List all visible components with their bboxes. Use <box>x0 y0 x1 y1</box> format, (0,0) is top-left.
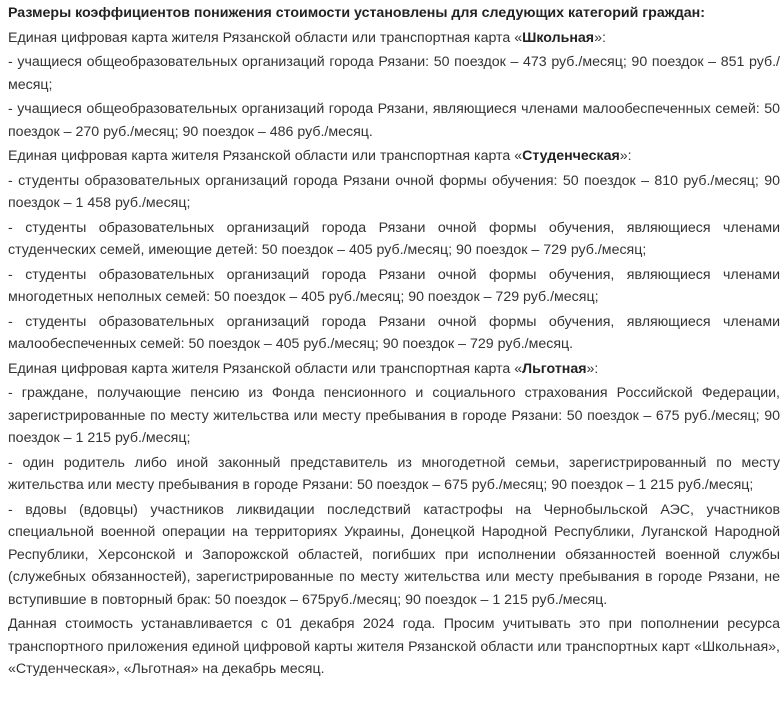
card-name-student: Студенческая <box>522 148 620 164</box>
list-item: - студенты образовательных организаций города Рязани очной формы обучения, являющиеся членами малообеспеченных семей: 50 поездок – 405 руб./месяц; 90 поездок – 729 руб./месяц. <box>8 313 780 352</box>
card-prefix: Единая цифровая карта жителя Рязанской области или транспортная карта « <box>8 360 523 377</box>
footer-note: Данная стоимость устанавливается с 01 декабря 2024 года. Просим учитывать это при пополнении ресурса транспортного приложения единой цифровой карты жителя Рязанской области или транспортных карт «Школьная», «Студенческая», «Льготная» на декабрь месяц. <box>8 616 780 677</box>
card-name-benefit: Льготная <box>522 360 587 377</box>
card-suffix: »: <box>594 29 606 46</box>
card-prefix: Единая цифровая карта жителя Рязанской области или транспортная карта « <box>8 29 523 46</box>
card-suffix: »: <box>619 148 632 164</box>
list-item: - граждане, получающие пенсию из Фонда пенсионного и социального страхования Российской Федерации, зарегистрированные по месту жительства или месту пребывания в городе Рязани: 50 поездок – 675 руб./месяц; 90 поездок – 1 215 руб./месяц; <box>8 385 780 446</box>
list-item: - учащиеся общеобразовательных организаций города Рязани: 50 поездок – 473 руб./месяц; 90 поездок – 851 руб./месяц; <box>8 54 780 93</box>
document-heading: Размеры коэффициентов понижения стоимости установлены для следующих категорий граждан: <box>8 5 705 21</box>
list-item: - студенты образовательных организаций города Рязани очной формы обучения, являющиеся членами студенческих семей, имеющие детей: 50 поездок – 405 руб./месяц; 90 поездок – 729 руб./месяц; <box>8 219 780 258</box>
card-name-school: Школьная <box>522 29 595 46</box>
card-prefix: Единая цифровая карта жителя Рязанской области или транспортная карта « <box>8 148 523 164</box>
list-item: - студенты образовательных организаций города Рязани очной формы обучения: 50 поездок – 810 руб./месяц; 90 поездок – 1 458 руб./месяц; <box>8 172 780 211</box>
card-school-heading <box>8 27 780 50</box>
card-benefit-heading <box>8 358 780 381</box>
card-suffix: »: <box>586 360 599 377</box>
list-item: - учащиеся общеобразовательных организаций города Рязани, являющиеся членами малообеспеченных семей: 50 поездок – 270 руб./месяц; 90 поездок – 486 руб./месяц. <box>8 101 780 140</box>
list-item: - вдовы (вдовцы) участников ликвидации последствий катастрофы на Чернобыльской АЭС, участников специальной военной операции на территориях Украины, Донецкой Народной Республики, Луганской Народной Республики, Херсонской и Запорожской областей, погибших при исполнении обязанностей военной службы (служебных обязанностей), зарегистрированные по месту жительства или месту пребывания в городе Рязани, не вступившие в повторный брак: 50 поездок – 675руб./месяц; 90 поездок – 1 215 руб./месяц. <box>8 501 780 608</box>
list-item: - один родитель либо иной законный представитель из многодетной семьи, зарегистрированный по месту жительства или месту пребывания в городе Рязани: 50 поездок – 675 руб./месяц; 90 поездок – 1 215 руб./месяц; <box>8 454 780 493</box>
list-item: - студенты образовательных организаций города Рязани очной формы обучения, являющиеся членами многодетных неполных семей: 50 поездок – 405 руб./месяц; 90 поездок – 729 руб./месяц; <box>8 266 780 305</box>
card-student-heading <box>8 145 780 168</box>
